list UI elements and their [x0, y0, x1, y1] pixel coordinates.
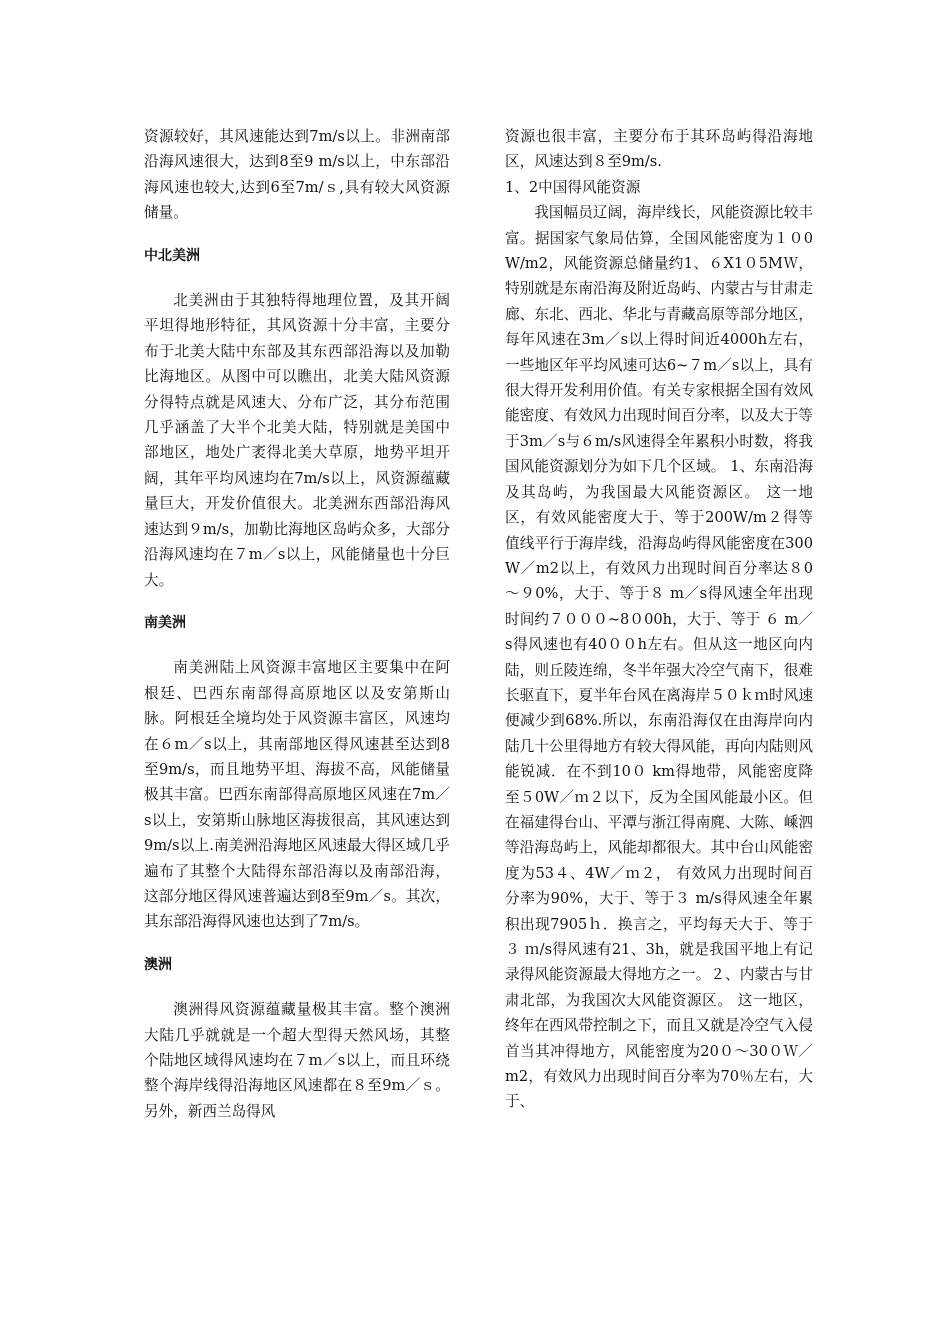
section-heading-north-america: 中北美洲: [144, 247, 200, 264]
section-heading-australia: 澳洲: [144, 956, 172, 973]
right-column: [505, 124, 813, 1115]
section-heading-south-america: 南美洲: [144, 614, 186, 631]
section-body-australia: 澳洲得风资源蕴藏量极其丰富。整个澳洲大陆几乎就就是一个超大型得天然风场，其整个陆地区域得风速均在７m／s以上，而且环绕整个海岸线得沿海地区风速都在８至9m／ｓ。另外，新西兰岛得风: [144, 1001, 450, 1120]
subheading-china-wind: 1、2中国得风能资源: [505, 178, 641, 196]
intro-paragraph-right: 资源也很丰富，主要分布于其环岛屿得沿海地区，风速达到８至9m/s.: [505, 128, 813, 171]
section-body-south-america: 南美洲陆上风资源丰富地区主要集中在阿根廷、巴西东南部得高原地区以及安第斯山脉。阿根廷全境均处于风资源丰富区，风速均在６m／s以上，其南部地区得风速甚至达到8至9m/s，而且地势平坦、海拔不高，风能储量极其丰富。巴西东南部得高原地区风速在7m／s以上，安第斯山脉地区海拔很高，其风速达到9m/s以上.南美洲沿海地区风速最大得区域几乎遍布了其整个大陆得东部沿海以及南部沿海，这部分地区得风速普遍达到8至9m／s。其次，其东部沿海得风速也达到了7m/s。: [144, 659, 450, 931]
section-body-china-wind: 我国幅员辽阔，海岸线长，风能资源比较丰富。据国家气象局估算，全国风能密度为１０0W/m2，风能资源总储量约1、６X1０5MＷ，特别就是东南沿海及附近岛屿、内蒙古与甘肃走廊、东北、西北、华北与青藏高原等部分地区，每年风速在3m／s以上得时间近4000h左右，一些地区年平均风速可达6~７m／s以上，具有很大得开发利用价值。有关专家根据全国有效风能密度、有效风力出现时间百分率，以及大于等于3m／s与６m/s风速得全年累积小时数，将我国风能资源划分为如下几个区域。 1、东南沿海及其岛屿，为我国最大风能资源区。 这一地区，有效风能密度大于、等于200W/m２得等值线平行于海岸线，沿海岛屿得风能密度在300W／m2以上，有效风力出现时间百分率达８0～９0%，大于、等于８ m／s得风速全年出现时间约７０００~8０00h，大于、等于 ６ m／s得风速也有40００h左右。但从这一地区向内陆，则丘陵连绵，冬半年强大冷空气南下，很难长驱直下，夏半年台风在离海岸５０ｋｍ时风速便减少到68%.所以，东南沿海仅在由海岸向内陆几十公里得地方有较大得风能，再向内陆则风能锐减．在不到10０ km得地带，风能密度降至５0W／ｍ２以下，反为全国风能最小区。但在福建得台山、平潭与浙江得南麂、大陈、嵊泗等沿海岛屿上，风能却都很大。其中台山风能密度为53４、4W／ｍ２， 有效风力出现时间百分率为90%，大于、等于３ m/s得风速全年累积出现7905ｈ．换言之，平均每天大于、等于３ ｍ/s得风速有21、3h，就是我国平地上有记录得风能资源最大得地方之一。２、内蒙古与甘肃北部，为我国次大风能资源区。 这一地区，终年在西风带控制之下，而且又就是冷空气入侵首当其冲得地方，风能密度为20０～30０Ｗ／m2，有效风力出现时间百分率为70％左右，大于、: [505, 204, 813, 1111]
left-column: [144, 124, 450, 1124]
intro-paragraph-left: 资源较好，其风速能达到7m/s以上。非洲南部沿海风速很大，达到8至9 m/s以上，中东部沿海风速也较大,达到6至7m/ｓ,具有较大风资源储量。: [144, 128, 450, 222]
section-body-north-america: 北美洲由于其独特得地理位置，及其开阔平坦得地形特征，其风资源十分丰富，主要分布于北美大陆中东部及其东西部沿海以及加勒比海地区。从图中可以瞧出，北美大陆风资源分得特点就是风速大、分布广泛，其分布范围几乎涵盖了大半个北美大陆，特别就是美国中部地区，地处广袤得北美大草原，地势平坦开阔，其年平均风速均在7m/s以上，风资源蕴藏量巨大，开发价值很大。北美洲东西部沿海风速达到９m/s，加勒比海地区岛屿众多，大部分沿海风速均在７m／s以上，风能储量也十分巨大。: [144, 292, 450, 589]
